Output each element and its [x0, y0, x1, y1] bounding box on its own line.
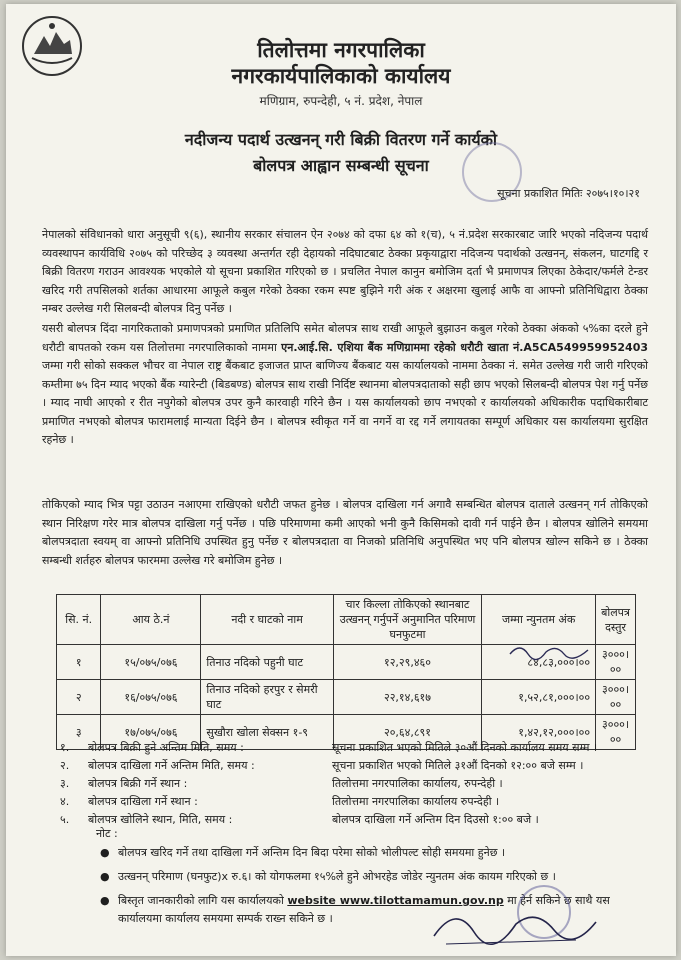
table-row	[57, 680, 636, 715]
paragraph-1: नेपालको संविधानको धारा अनुसूची ९(६), स्थानीय सरकार संचालन ऐन २०७४ को दफा ६४ को १(च), ५ नं.प्रदेश सरकारबाट जारि भएको नदिजन्य पदार्थ व्यवस्थापन कार्यविधि २०७५ को परिच्छेद ३ व्यवस्था अन्तर्गत रही देहायको नदिघाटबाट ठेक्का प्रकृयाद्वारा नदिजन्य पदार्थको उत्खनन्, संकलन, घाटगद्दि र बिक्री वितरण गराउन आवश्यक भएकोले यो सूचना प्रकाशित गरिएको छ । प्रचलित नेपाल कानुन बमोजिम दर्ता भै प्रमाणपत्र लिएका ठेकेदार/फर्मले टेन्डर खरिद गरी तपसिलको शर्तका आधारमा आफूले कबुल गरेको ठेक्का रकम स्पष्ट बुझिने गरी अंक र अक्षरमा खुलाई आफै वा आफ्नो प्रतिनिधिद्वारा ठेक्का नम्बर उल्लेख गरी सिलबन्दी बोलपत्र दिनु पर्नेछ ।	[42, 228, 648, 315]
note-text: बोलपत्र खरिद गर्ने तथा दाखिला गर्ने अन्तिम दिन बिदा परेमा सोको भोलीपल्ट सोही समयमा हुनेछ ।	[118, 846, 506, 859]
cell-sn: ३	[57, 715, 101, 750]
note-text-after: मा हेर्न सकिने छ साथै यस कार्यालयमा कार्यालय समयमा सम्पर्क राख्न सकिने छ ।	[118, 894, 610, 925]
detail-label: बोलपत्र बिक्री गर्ने स्थान :	[88, 777, 188, 790]
col-header-sn: सि. नं.	[57, 595, 101, 645]
contract-table	[56, 594, 636, 750]
website-link[interactable]: website www.tilottamamun.gov.np	[287, 894, 504, 907]
detail-number: १.	[60, 741, 70, 754]
detail-value: तिलोत्तमा नगरपालिका कार्यालय, रुपन्देही ।	[332, 777, 503, 790]
cell-river-ghat: तिनाउ नदिको पहुनी घाट	[201, 645, 333, 680]
detail-number: ३.	[60, 777, 70, 790]
cell-contract-no: १६/०७५/०७६	[101, 680, 201, 715]
cell-contract-no: १७/०७५/०७६	[101, 715, 201, 750]
bullet-icon: ●	[100, 846, 110, 859]
notice-title-line2: बोलपत्र आह्वान सम्बन्धी सूचना	[253, 156, 429, 175]
cell-quantity: २०,६४,८९१	[333, 715, 481, 750]
cell-sn: २	[57, 680, 101, 715]
cell-quantity: १२,२९,४६०	[333, 645, 481, 680]
office-name: नगरकार्यपालिकाको कार्यालय	[231, 64, 451, 88]
cell-minimum-amount: १,४२,१२,०००।००	[482, 715, 596, 750]
paragraph-2-after: जम्मा गरी सोको सक्कल भौचर वा नेपाल राष्ट्र बैंकबाट इजाजत प्राप्त बाणिज्य बैंकबाट यस कार्यालयको नाममा ठेक्का नं. समेत उल्लेख गरी जारी गरिएको कम्तीमा ७५ दिन म्याद भएको बैंक ग्यारेन्टी (बिडबण्ड) बोलपत्र साथ राखी निर्दिष्ट स्थानमा बोलपत्रदाताको सही छाप भएको सिलबन्दी बोलपत्र पेश गर्नु पर्नेछ । म्याद नाघी आएको र रीत नपुगेको बोलपत्र उपर कुनै कारवाही गरिने छैन । यस कार्यालयको छाप नभएको र कार्यालयको अधिकारीक पदाधिकारीबाट प्रमाणित नभएको बोलपत्र फारामलाई मान्यता दिईने छैन । बोलपत्र स्वीकृत गर्ने वा नगर्ने वा रद्द गर्ने लगायतका सम्पूर्ण अधिकार यस कार्यालयमा सुरक्षित रहनेछ ।	[42, 359, 648, 446]
org-name: तिलोत्तमा नगरपालिका	[257, 38, 425, 62]
detail-value: सूचना प्रकाशित भएको मितिले ३०औं दिनको कार्यालय समय सम्म ।	[332, 741, 598, 754]
bullet-icon: ●	[100, 870, 110, 883]
detail-number: २.	[60, 759, 70, 772]
cell-fee: ३०००।००	[596, 680, 636, 715]
cell-minimum-amount: ८४,८३,०००।००	[482, 645, 596, 680]
detail-label: बोलपत्र बिक्री हुने अन्तिम मिति, समय :	[88, 741, 244, 754]
col-header-quantity: चार किल्ला तोकिएको स्थानबाट उत्खनन् गर्नुपर्ने अनुमानित परिमाण घनफुटमा	[333, 595, 481, 645]
cell-sn: १	[57, 645, 101, 680]
list-item	[60, 812, 660, 830]
col-header-river-ghat: नदी र घाटको नाम	[201, 595, 333, 645]
office-address: मणिग्राम, रुपन्देही, ५ नं. प्रदेश, नेपाल	[259, 94, 423, 108]
paragraph-2-before: यसरी बोलपत्र दिंदा नागरिकताको प्रमाणपत्रको प्रमाणित प्रतिलिपि समेत बोलपत्र साथ राखी आफूले बुझाउन कबुल गरेको ठेक्का अंकको ५%का दरले हुने धरौटी बापतको रकम यस तिलोत्तमा नगरपालिकाको नाममा	[42, 322, 648, 354]
detail-label: बोलपत्र खोलिने स्थान, मिति, समय :	[88, 813, 233, 826]
col-header-contract-no: आय ठे.नं	[101, 595, 201, 645]
cell-fee: ३०००।००	[596, 715, 636, 750]
detail-label: बोलपत्र दाखिला गर्ने स्थान :	[88, 795, 198, 808]
col-header-minimum-amount: जम्मा न्युनतम अंक	[482, 595, 596, 645]
table-header-row	[57, 595, 636, 645]
bullet-icon: ●	[100, 894, 110, 907]
cell-river-ghat: सुखौरा खोला सेक्सन १-९	[201, 715, 333, 750]
cell-contract-no: १५/०७५/०७६	[101, 645, 201, 680]
detail-value: तिलोत्तमा नगरपालिका कार्यालय रुपन्देही ।	[332, 795, 500, 808]
notice-page	[6, 4, 676, 956]
list-item	[60, 758, 660, 776]
details-list	[60, 740, 660, 830]
note-text: उत्खनन् परिमाण (घनफुट)x रु.६। को योगफलमा १५%ले हुने ओभरहेड जोडेर न्युनतम अंक कायम गरिएको छ ।	[118, 870, 556, 883]
detail-number: ५.	[60, 813, 70, 826]
cell-fee: ३०००।००	[596, 645, 636, 680]
detail-value: बोलपत्र दाखिला गर्ने अन्तिम दिन दिउसो १:०० बजे ।	[332, 813, 539, 826]
cell-minimum-amount: १,५२,८१,०००।००	[482, 680, 596, 715]
list-item	[96, 844, 656, 862]
note-label: नोट :	[96, 827, 118, 840]
note-text-before: बिस्तृत जानकारीको लागि यस कार्यालयको	[118, 894, 284, 907]
detail-value: सूचना प्रकाशित भएको मितिले ३१औं दिनको १२:०० बजे सम्म ।	[332, 759, 584, 772]
cell-quantity: २२,१४,६१७	[333, 680, 481, 715]
cell-river-ghat: तिनाउ नदिको हरपुर र सेमरी घाट	[201, 680, 333, 715]
list-item	[60, 794, 660, 812]
bank-account-text: एन.आई.सि. एशिया बैंक मणिग्राममा रहेको धरौटी खाता नं.A5CA549959952403	[281, 340, 649, 354]
detail-number: ४.	[60, 795, 70, 808]
published-date: सूचना प्रकाशित मितिः २०७५।१०।२१	[497, 187, 640, 200]
signature-stamp-icon	[426, 884, 606, 956]
paragraph-2	[42, 320, 648, 450]
col-header-fee: बोलपत्र दस्तुर	[596, 595, 636, 645]
notice-title-line1: नदीजन्य पदार्थ उत्खनन् गरी बिक्री वितरण गर्ने कार्यको	[184, 130, 498, 149]
paragraph-3: तोकिएको म्याद भित्र पट्टा उठाउन नआएमा राखिएको धरौटी जफत हुनेछ । बोलपत्र दाखिला गर्न अगावै सम्बन्धित बोलपत्र दाताले उत्खनन् गर्न तोकिएको स्थान निरिक्षण गरेर मात्र बोलपत्र दाखिला गर्नु पर्नेछ । पछि परिमाणमा कमी आएको भनी कुनै किसिमको दावी गर्न पाईने छैन । बोलपत्र खोलिने समयमा बोलपत्रदाता स्वयम् वा आफ्नो प्रतिनिधि उपस्थित हुनु पर्नेछ र बोलपत्रदाता वा निजको प्रतिनिधि अनुपस्थित भए पनि बोलपत्र खोल्न सकिने छ । ठेक्का सम्बन्धी शर्तहरु बोलपत्र फारममा उल्लेख गरे बमोजिम हुनेछ ।	[42, 498, 648, 567]
list-item	[60, 776, 660, 794]
handwritten-initial-icon	[508, 640, 590, 662]
detail-label: बोलपत्र दाखिला गर्ने अन्तिम मिति, समय :	[88, 759, 255, 772]
list-item	[60, 740, 660, 758]
